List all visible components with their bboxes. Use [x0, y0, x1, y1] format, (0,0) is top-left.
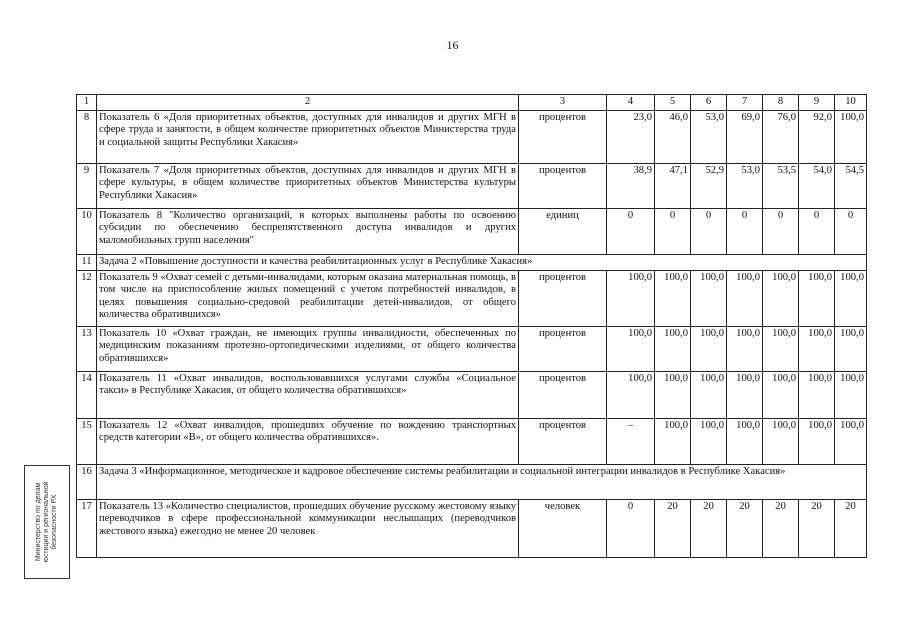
task-row: [77, 465, 867, 500]
indicator-description: Показатель 6 «Доля приоритетных объектов, доступных для инвалидов и других МГН в сфере труда и занятости, в общем количестве приоритетных объектов Министерства труда и социальной защиты Республики Хакасия»: [97, 111, 519, 164]
value-cell: 20: [835, 500, 867, 558]
indicator-description: Показатель 13 «Количество специалистов, прошедших обучение русскому жестовому языку переводчиков в сфере профессиональной коммуникации неслышащих (переводчиков жестового языка) ежегодно не менее 20 человек: [97, 500, 519, 558]
indicator-description: Показатель 8 "Количество организаций, в которых выполнены работы по освоению субсидии по обеспечению беспрепятственного доступа инвалидов и других маломобильных групп населения": [97, 209, 519, 255]
value-cell: 92,0: [799, 111, 835, 164]
header-cell: 2: [97, 95, 519, 111]
value-cell: 69,0: [727, 111, 763, 164]
task-title: Задача 3 «Информационное, методическое и кадровое обеспечение системы реабилитации и социальной интеграции инвалидов в Республике Хакасия»: [97, 465, 867, 500]
value-cell: 100,0: [799, 372, 835, 419]
value-cell: 20: [763, 500, 799, 558]
value-cell: 0: [727, 209, 763, 255]
value-cell: 47,1: [655, 164, 691, 209]
indicator-description: Показатель 10 «Охват граждан, не имеющих группы инвалидности, обеспеченных по медицинским показаниям протезно-ортопедическими изделиями, от общего количества обратившихся»: [97, 327, 519, 372]
value-cell: 100,0: [835, 271, 867, 327]
value-cell: 100,0: [763, 372, 799, 419]
value-cell: 23,0: [607, 111, 655, 164]
row-number: 15: [77, 419, 97, 465]
registration-stamp: [24, 465, 70, 579]
indicator-description: Показатель 9 «Охват семей с детьми-инвалидами, которым оказана материальная помощь, в том числе на приспособление жилых помещений с учетом потребностей инвалидов, в целях повышения социально-средовой реабилитации детей-инвалидов, от общего количества обратившихся»: [97, 271, 519, 327]
value-cell: 54,0: [799, 164, 835, 209]
row-number: 16: [77, 465, 97, 500]
row-number: 17: [77, 500, 97, 558]
unit-cell: процентов: [519, 327, 607, 372]
value-cell: 100,0: [691, 419, 727, 465]
value-cell: 38,9: [607, 164, 655, 209]
header-cell: 6: [691, 95, 727, 111]
page-number: 16: [446, 38, 459, 52]
indicators-table: [76, 94, 867, 558]
value-cell: 100,0: [727, 372, 763, 419]
value-cell: 100,0: [607, 271, 655, 327]
value-cell: 100,0: [799, 327, 835, 372]
value-cell: 0: [835, 209, 867, 255]
value-cell: 100,0: [691, 327, 727, 372]
value-cell: 20: [655, 500, 691, 558]
value-cell: 53,0: [691, 111, 727, 164]
value-cell: 100,0: [799, 271, 835, 327]
stamp-line: Министерство по делам: [35, 482, 42, 562]
indicator-description: Показатель 11 «Охват инвалидов, воспользовавшихся услугами службы «Социальное такси» в Республике Хакасия, от общего количества обратившихся»: [97, 372, 519, 419]
value-cell: 100,0: [835, 372, 867, 419]
value-cell: 46,0: [655, 111, 691, 164]
header-cell: 9: [799, 95, 835, 111]
row-number: 11: [77, 255, 97, 271]
value-cell: 100,0: [655, 419, 691, 465]
value-cell: 100,0: [655, 271, 691, 327]
value-cell: 100,0: [607, 327, 655, 372]
indicator-row: [77, 327, 867, 372]
row-number: 12: [77, 271, 97, 327]
row-number: 10: [77, 209, 97, 255]
value-cell: 100,0: [691, 372, 727, 419]
unit-cell: процентов: [519, 271, 607, 327]
header-cell: 7: [727, 95, 763, 111]
indicator-description: Показатель 7 «Доля приоритетных объектов, доступных для инвалидов и других МГН в сфере культуры, в общем количестве приоритетных объектов Министерства культуры Республики Хакасия»: [97, 164, 519, 209]
row-number: 8: [77, 111, 97, 164]
row-number: 14: [77, 372, 97, 419]
value-cell: 53,5: [763, 164, 799, 209]
value-cell: 100,0: [835, 111, 867, 164]
unit-cell: единиц: [519, 209, 607, 255]
header-cell: 3: [519, 95, 607, 111]
stamp-line: безопасности РХ: [51, 494, 58, 550]
value-cell: 20: [727, 500, 763, 558]
row-number: 9: [77, 164, 97, 209]
value-cell: 20: [691, 500, 727, 558]
value-cell: 100,0: [655, 327, 691, 372]
value-cell: 0: [607, 500, 655, 558]
header-cell: 8: [763, 95, 799, 111]
row-number: 13: [77, 327, 97, 372]
value-cell: 100,0: [655, 372, 691, 419]
value-cell: 100,0: [607, 372, 655, 419]
value-cell: 0: [763, 209, 799, 255]
table-header-row: [77, 95, 867, 111]
value-cell: 100,0: [835, 327, 867, 372]
indicator-row: [77, 209, 867, 255]
value-cell: 100,0: [727, 271, 763, 327]
header-cell: 1: [77, 95, 97, 111]
indicator-row: [77, 372, 867, 419]
value-cell: 0: [655, 209, 691, 255]
indicator-row: [77, 164, 867, 209]
value-cell: 100,0: [763, 327, 799, 372]
unit-cell: процентов: [519, 419, 607, 465]
value-cell: 20: [799, 500, 835, 558]
task-row: [77, 255, 867, 271]
unit-cell: процентов: [519, 372, 607, 419]
value-cell: 100,0: [799, 419, 835, 465]
value-cell: 53,0: [727, 164, 763, 209]
value-cell: 0: [607, 209, 655, 255]
value-cell: 76,0: [763, 111, 799, 164]
indicator-row: [77, 500, 867, 558]
header-cell: 5: [655, 95, 691, 111]
value-cell: 100,0: [835, 419, 867, 465]
value-cell: 100,0: [763, 419, 799, 465]
task-title: Задача 2 «Повышение доступности и качества реабилитационных услуг в Республике Хакасия»: [97, 255, 867, 271]
value-cell: 100,0: [727, 419, 763, 465]
value-cell: 100,0: [763, 271, 799, 327]
value-cell: 100,0: [727, 327, 763, 372]
unit-cell: процентов: [519, 111, 607, 164]
indicator-row: [77, 419, 867, 465]
header-cell: 4: [607, 95, 655, 111]
unit-cell: человек: [519, 500, 607, 558]
indicator-description: Показатель 12 «Охват инвалидов, прошедших обучение по вождению транспортных средств категории «В», от общего количества обратившихся».: [97, 419, 519, 465]
stamp-line: юстиции и региональной: [43, 481, 50, 563]
value-cell: 100,0: [691, 271, 727, 327]
value-cell: 54,5: [835, 164, 867, 209]
stamp-text: [35, 466, 59, 578]
indicator-row: [77, 111, 867, 164]
value-cell: 0: [799, 209, 835, 255]
value-cell: 0: [691, 209, 727, 255]
value-cell: 52,9: [691, 164, 727, 209]
table-body: [77, 95, 867, 558]
unit-cell: процентов: [519, 164, 607, 209]
indicator-row: [77, 271, 867, 327]
value-cell: –: [607, 419, 655, 465]
header-cell: 10: [835, 95, 867, 111]
